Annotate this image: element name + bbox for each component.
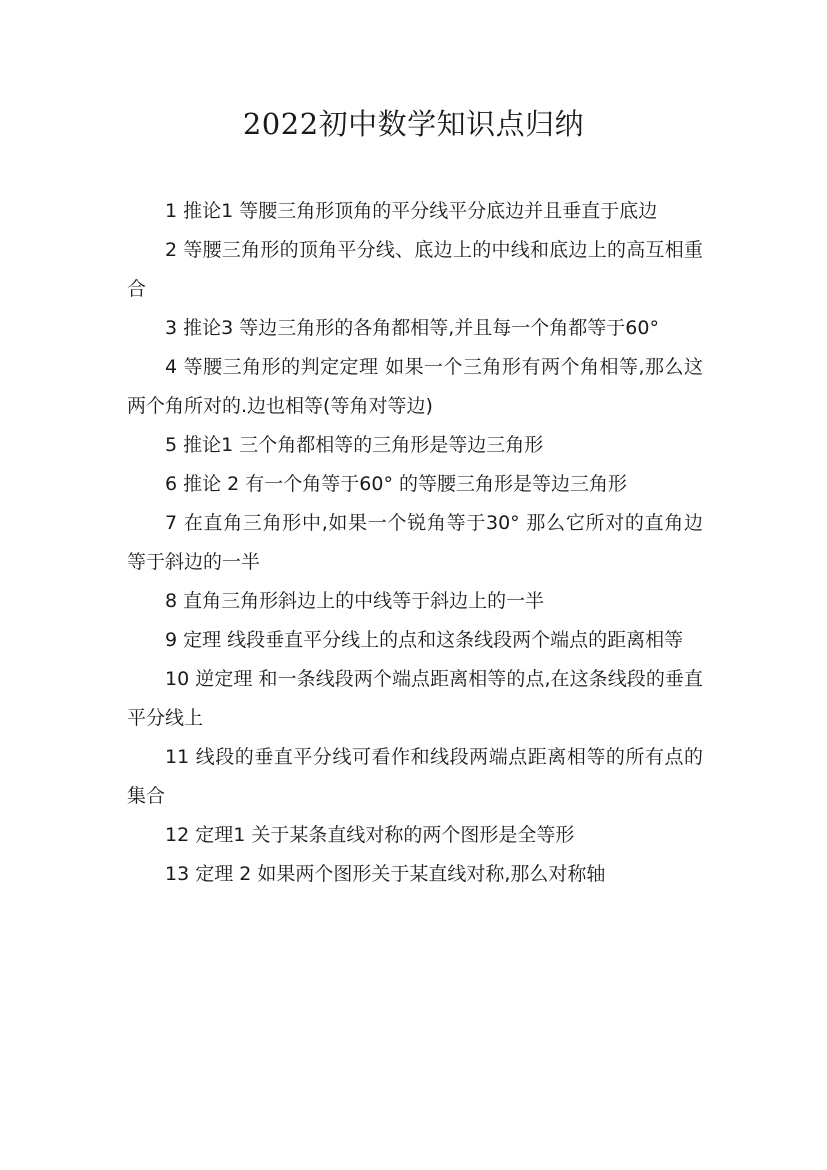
paragraph-7: 7 在直角三角形中,如果一个锐角等于30° 那么它所对的直角边等于斜边的一半 xyxy=(127,512,703,573)
paragraph-5: 5 推论1 三个角都相等的三角形是等边三角形 xyxy=(165,434,544,456)
document-body xyxy=(127,192,703,894)
paragraph-9: 9 定理 线段垂直平分线上的点和这条线段两个端点的距离相等 xyxy=(165,629,684,651)
paragraph-10: 10 逆定理 和一条线段两个端点距离相等的点,在这条线段的垂直平分线上 xyxy=(127,668,703,729)
paragraph-3: 3 推论3 等边三角形的各角都相等,并且每一个角都等于60° xyxy=(165,317,659,339)
paragraph-11: 11 线段的垂直平分线可看作和线段两端点距离相等的所有点的集合 xyxy=(127,746,703,807)
paragraph-4: 4 等腰三角形的判定定理 如果一个三角形有两个角相等,那么这两个角所对的.边也相等(等角对等边) xyxy=(127,356,703,417)
paragraph-13: 13 定理 2 如果两个图形关于某直线对称,那么对称轴 xyxy=(165,863,606,885)
paragraph-1: 1 推论1 等腰三角形顶角的平分线平分底边并且垂直于底边 xyxy=(165,200,658,222)
paragraph-2: 2 等腰三角形的顶角平分线、底边上的中线和底边上的高互相重合 xyxy=(127,239,703,300)
paragraph-12: 12 定理1 关于某条直线对称的两个图形是全等形 xyxy=(165,824,575,846)
paragraph-6: 6 推论 2 有一个角等于60° 的等腰三角形是等边三角形 xyxy=(165,473,628,495)
document-title: 2022初中数学知识点归纳 xyxy=(242,107,585,141)
paragraph-8: 8 直角三角形斜边上的中线等于斜边上的一半 xyxy=(165,590,545,612)
